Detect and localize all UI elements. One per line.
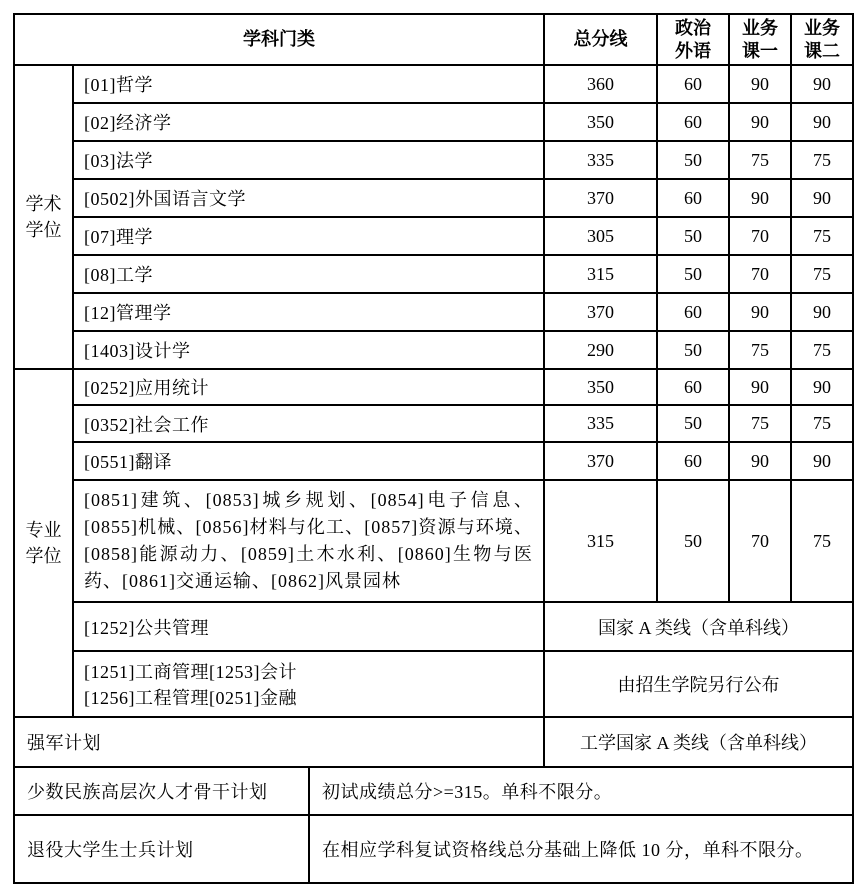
score-cell-course1: 70 [729,255,791,293]
score-cell-politics: 60 [657,442,729,480]
subject-cell: [07]理学 [73,217,544,255]
score-cell-course2: 90 [791,65,853,103]
score-cell-politics: 60 [657,65,729,103]
header-course1-line2: 课一 [742,40,778,61]
subject-cell: [0502]外国语言文学 [73,179,544,217]
academic-group-label-line1: 学术 [25,193,62,214]
header-cell-politics-foreign [657,14,729,65]
score-cell-course2: 75 [791,480,853,602]
score-cell-total: 315 [544,480,657,602]
score-cell-politics: 50 [657,141,729,179]
plan-text-cell-minority: 初试成绩总分>=315。单科不限分。 [309,768,853,815]
table-row [14,179,853,217]
score-cell-total: 335 [544,141,657,179]
result-cell-announced-separately: 由招生学院另行公布 [544,651,853,717]
score-cell-course1: 75 [729,331,791,369]
table-row [14,141,853,179]
score-cell-politics: 60 [657,293,729,331]
table-row [14,65,853,103]
table-row [14,602,853,651]
score-cell-politics: 50 [657,480,729,602]
score-cell-course2: 90 [791,179,853,217]
score-cell-total: 290 [544,331,657,369]
table-row [14,651,853,717]
score-cell-course1: 90 [729,442,791,480]
score-cell-total: 315 [544,255,657,293]
professional-group-label-line1: 专业 [25,519,62,540]
score-cell-course2: 75 [791,405,853,442]
academic-group-label-line2: 学位 [25,220,62,240]
plan-label-cell-veteran: 退役大学生士兵计划 [14,815,309,883]
score-cell-course2: 90 [791,369,853,405]
plan-label-cell-minority: 少数民族高层次人才骨干计划 [14,768,309,815]
professional-group-label-line2: 学位 [25,546,62,566]
subject-cell: [08]工学 [73,255,544,293]
plan-table [13,768,854,884]
header-row [14,14,853,65]
score-cell-course2: 75 [791,331,853,369]
score-cell-total: 370 [544,293,657,331]
header-course2-line2: 课二 [804,40,840,61]
score-cell-course1: 90 [729,369,791,405]
subject-cell: [03]法学 [73,141,544,179]
header-politics-line1: 政治 [675,18,711,38]
subject-cell: [0352]社会工作 [73,405,544,442]
score-cell-course1: 75 [729,141,791,179]
result-cell-national-line: 国家 A 类线（含单科线） [544,602,853,651]
subject-cell: [0252]应用统计 [73,369,544,405]
header-cell-course1 [729,14,791,65]
table-row [14,768,853,815]
score-cell-course1: 90 [729,103,791,141]
score-cell-total: 370 [544,179,657,217]
score-table [13,13,854,768]
header-cell-total-line: 总分线 [544,14,657,65]
table-row [14,293,853,331]
subject-cell-engineering-group: [0851]建筑、[0853]城乡规划、[0854]电子信息、[0855]机械、[0856]材料与化工、[0857]资源与环境、[0858]能源动力、[0859]土木水利、[0860]生物与医药、[0861]交通运输、[0862]风景园林 [73,480,544,602]
table-row [14,815,853,883]
table-row [14,442,853,480]
subject-cell: [01]哲学 [73,65,544,103]
score-cell-politics: 50 [657,331,729,369]
header-course2-line1: 业务 [804,18,840,38]
score-cell-politics: 50 [657,217,729,255]
score-cell-politics: 50 [657,255,729,293]
score-cell-course2: 90 [791,103,853,141]
score-cell-course2: 75 [791,141,853,179]
score-cell-course1: 70 [729,217,791,255]
score-cell-politics: 60 [657,103,729,141]
header-politics-line2: 外语 [675,40,711,61]
score-cell-course2: 90 [791,293,853,331]
subject-cell: [0551]翻译 [73,442,544,480]
subject-cell: [12]管理学 [73,293,544,331]
subject-cell: [1252]公共管理 [73,602,544,651]
score-cell-course1: 90 [729,65,791,103]
score-cell-total: 360 [544,65,657,103]
score-cell-total: 350 [544,103,657,141]
plan-label-cell-strong-army: 强军计划 [14,717,544,767]
score-cell-course1: 70 [729,480,791,602]
score-cell-course1: 90 [729,293,791,331]
score-cell-total: 370 [544,442,657,480]
header-cell-course2 [791,14,853,65]
subject-cell-management-group [73,651,544,717]
subject-cell: [02]经济学 [73,103,544,141]
table-row [14,369,853,405]
score-cell-total: 350 [544,369,657,405]
table-row [14,480,853,602]
table-row [14,405,853,442]
table-row [14,331,853,369]
score-cell-politics: 50 [657,405,729,442]
header-course1-line1: 业务 [742,18,778,38]
table-row [14,717,853,767]
score-cell-total: 305 [544,217,657,255]
professional-group-cell [14,369,73,717]
score-cell-course1: 75 [729,405,791,442]
plan-text-cell-veteran: 在相应学科复试资格线总分基础上降低 10 分，单科不限分。 [309,815,853,883]
table-row [14,103,853,141]
score-cell-total: 335 [544,405,657,442]
header-cell-subject-category: 学科门类 [14,14,544,65]
table-row [14,217,853,255]
subject-line2: [1256]工程管理[0251]金融 [84,688,297,708]
score-cell-politics: 60 [657,179,729,217]
score-cell-course1: 90 [729,179,791,217]
score-cell-politics: 60 [657,369,729,405]
result-cell-engineering-national-line: 工学国家 A 类线（含单科线） [544,717,853,767]
score-cell-course2: 90 [791,442,853,480]
table-row [14,255,853,293]
subject-line1: [1251]工商管理[1253]会计 [84,662,297,682]
score-cell-course2: 75 [791,255,853,293]
score-cell-course2: 75 [791,217,853,255]
subject-cell: [1403]设计学 [73,331,544,369]
academic-group-cell [14,65,73,369]
